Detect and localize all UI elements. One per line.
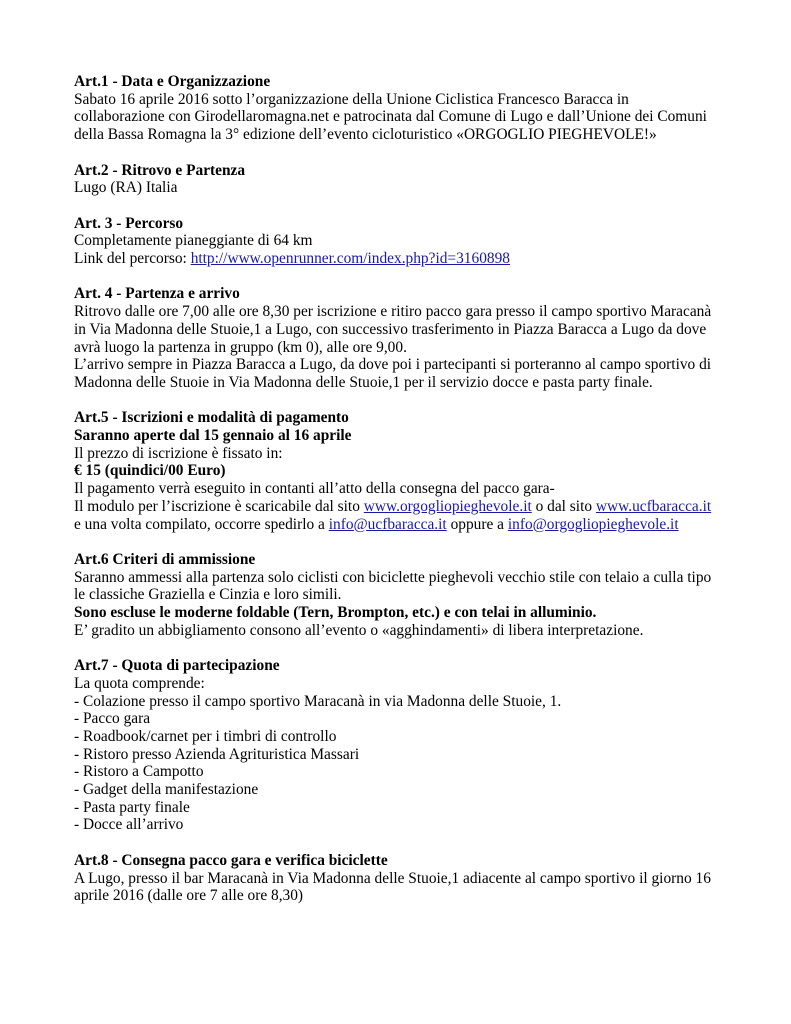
art5-price: € 15 (quindici/00 Euro) bbox=[74, 462, 226, 480]
list-item: - Gadget della manifestazione bbox=[74, 781, 259, 799]
art6-title: Art.6 Criteri di ammissione bbox=[74, 550, 256, 568]
art4-line: L’arrivo sempre in Piazza Baracca a Lugo, da dove poi i partecipanti si porteranno al campo sportivo di bbox=[74, 356, 712, 374]
art3-link-line bbox=[74, 250, 724, 268]
art7-title: Art.7 - Quota di partecipazione bbox=[74, 657, 280, 675]
section-art7 bbox=[74, 657, 724, 834]
section-art5 bbox=[74, 409, 724, 533]
link-label: Link del percorso: bbox=[74, 250, 191, 267]
email-link-ucfbaracca[interactable]: info@ucfbaracca.it bbox=[328, 515, 447, 533]
document-page bbox=[74, 73, 724, 923]
art2-title: Art.2 - Ritrovo e Partenza bbox=[74, 161, 246, 179]
art4-line: avrà luogo la partenza in gruppo (km 0), alle ore 9,00. bbox=[74, 338, 407, 356]
site-link-orgogliopieghevole[interactable]: www.orgogliopieghevole.it bbox=[363, 497, 532, 515]
section-art6 bbox=[74, 551, 724, 640]
list-item: - Pasta party finale bbox=[74, 798, 190, 816]
art8-line: A Lugo, presso il bar Maracanà in Via Madonna delle Stuoie,1 adiacente al campo sportivo il giorno 16 bbox=[74, 869, 711, 887]
art5-dates: Saranno aperte dal 15 gennaio al 16 aprile bbox=[74, 427, 352, 444]
art8-line: aprile 2016 (dalle ore 7 alle ore 8,30) bbox=[74, 887, 304, 905]
art8-title: Art.8 - Consegna pacco gara e verifica biciclette bbox=[74, 851, 388, 869]
art4-line: in Via Madonna delle Stuoie,1 a Lugo, con successivo trasferimento in Piazza Baracca a Lugo da dove bbox=[74, 320, 707, 338]
art5-payment: Il pagamento verrà eseguito in contanti all’atto della consegna del pacco gara- bbox=[74, 480, 555, 498]
route-link[interactable]: http://www.openrunner.com/index.php?id=3160898 bbox=[190, 250, 510, 267]
art6-exclusion: Sono escluse le moderne foldable (Tern, Brompton, etc.) e con telai in alluminio. bbox=[74, 604, 597, 622]
list-item: - Pacco gara bbox=[74, 710, 151, 728]
art1-line: Sabato 16 aprile 2016 sotto l’organizzazione della Unione Ciclistica Francesco Baracca in bbox=[74, 90, 629, 108]
art4-line: Madonna delle Stuoie in Via Madonna delle Stuoie,1 per il servizio docce e pasta party finale. bbox=[74, 373, 653, 391]
art7-intro: La quota comprende: bbox=[74, 674, 205, 692]
list-item: - Docce all’arrivo bbox=[74, 816, 184, 834]
art3-line: Completamente pianeggiante di 64 km bbox=[74, 232, 313, 250]
email-link-orgogliopieghevole[interactable]: info@orgogliopieghevole.it bbox=[507, 515, 679, 533]
send-middle: oppure a bbox=[446, 515, 508, 533]
art5-title: Art.5 - Iscrizioni e modalità di pagamento bbox=[74, 409, 349, 427]
section-art4 bbox=[74, 285, 724, 391]
site-link-ucfbaracca[interactable]: www.ucfbaracca.it bbox=[595, 497, 712, 515]
art3-title: Art. 3 - Percorso bbox=[74, 214, 184, 232]
art6-line: Saranno ammessi alla partenza solo ciclisti con biciclette pieghevoli vecchio stile con telaio a culla tipo bbox=[74, 568, 712, 586]
section-art1 bbox=[74, 73, 724, 144]
module-middle: o dal sito bbox=[531, 497, 596, 515]
art1-line: collaborazione con Girodellaromagna.net e patrocinata dal Comune di Lugo e dall’Unione dei Comuni bbox=[74, 108, 707, 126]
art6-line: E’ gradito un abbigliamento consono all’evento o «agghindamenti» di libera interpretazione. bbox=[74, 621, 644, 639]
send-prefix: e una volta compilato, occorre spedirlo a bbox=[74, 515, 329, 533]
art5-price-intro: Il prezzo di iscrizione è fissato in: bbox=[74, 444, 283, 462]
art6-line: le classiche Graziella e Cinzia e loro simili. bbox=[74, 586, 342, 604]
art1-title: Art.1 - Data e Organizzazione bbox=[74, 73, 271, 90]
list-item: - Ristoro presso Azienda Agrituristica Massari bbox=[74, 745, 360, 763]
section-art2 bbox=[74, 162, 724, 197]
section-art3 bbox=[74, 215, 724, 268]
art2-line: Lugo (RA) Italia bbox=[74, 179, 178, 197]
art5-send-line bbox=[74, 516, 724, 534]
art1-line: della Bassa Romagna la 3° edizione dell’evento cicloturistico «ORGOGLIO PIEGHEVOLE!» bbox=[74, 126, 657, 144]
list-item: - Roadbook/carnet per i timbri di controllo bbox=[74, 727, 337, 745]
art4-line: Ritrovo dalle ore 7,00 alle ore 8,30 per iscrizione e ritiro pacco gara presso il campo sportivo Maracanà bbox=[74, 303, 712, 321]
section-art8 bbox=[74, 852, 724, 905]
art5-module-line bbox=[74, 498, 724, 516]
list-item: - Ristoro a Campotto bbox=[74, 763, 204, 781]
module-prefix: Il modulo per l’iscrizione è scaricabile dal sito bbox=[74, 497, 364, 515]
art4-title: Art. 4 - Partenza e arrivo bbox=[74, 285, 240, 303]
list-item: - Colazione presso il campo sportivo Maracanà in via Madonna delle Stuoie, 1. bbox=[74, 692, 562, 710]
